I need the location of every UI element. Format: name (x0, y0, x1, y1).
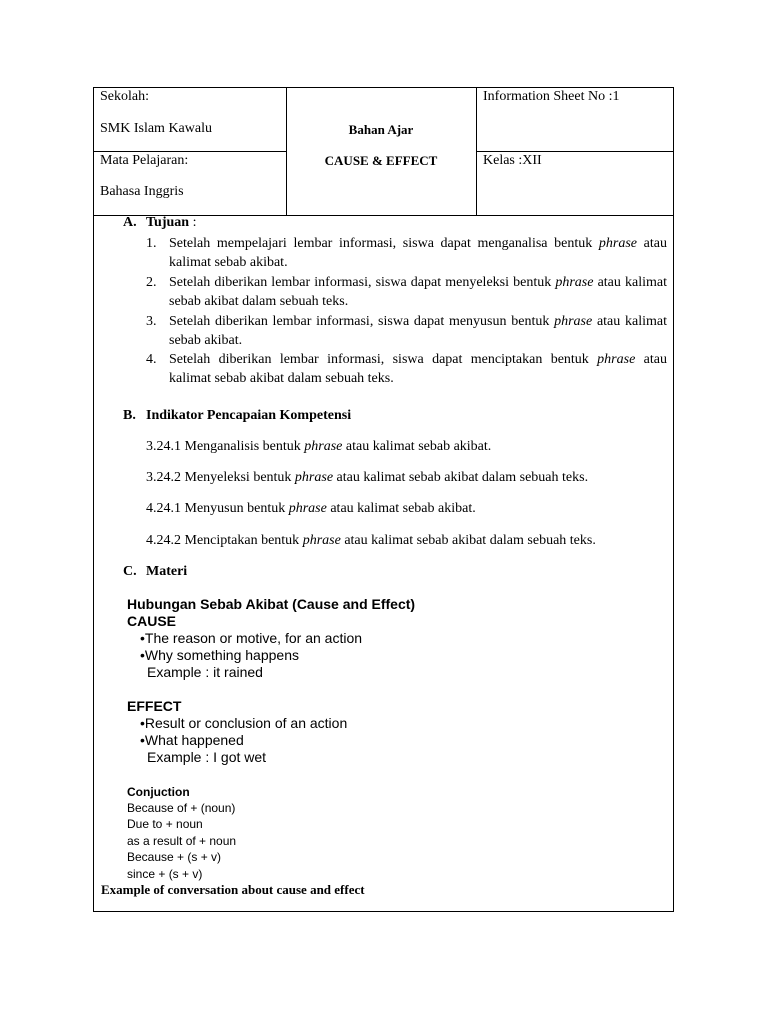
cause-point-1: •The reason or motive, for an action (140, 630, 363, 646)
tujuan-text-em: phrase (598, 236, 638, 251)
indikator-pre: 4.24.1 Menyusun bentuk (146, 501, 289, 516)
cause-example: Example : it rained (147, 664, 263, 680)
indikator-3 (146, 501, 476, 517)
tujuan-text-pre: Setelah diberikan lembar informasi, siswa dapat menciptakan bentuk (169, 352, 598, 367)
section-a-heading (94, 215, 674, 233)
indikator-pre: 4.24.2 Menciptakan bentuk (146, 533, 303, 548)
indikator-pre: 3.24.2 Menyeleksi bentuk (146, 470, 295, 485)
section-a-letter: A. (123, 215, 137, 230)
mapel-label: Mata Pelajaran: (100, 153, 189, 168)
effect-label: EFFECT (127, 698, 182, 714)
conjunction-item-1: Because of + (noun) (127, 801, 236, 815)
tujuan-text-pre: Setelah diberikan lembar informasi, siswa dapat menyusun bentuk (169, 314, 555, 329)
indikator-pre: 3.24.1 Menganalisis bentuk (146, 439, 305, 454)
center-title: Bahan Ajar (348, 122, 414, 137)
kelas: Kelas :XII (483, 153, 542, 168)
cause-point-2: •Why something happens (140, 647, 299, 663)
tujuan-text-em: phrase (554, 314, 593, 329)
materi-heading: Hubungan Sebab Akibat (Cause and Effect) (127, 596, 416, 612)
tujuan-text-post: atau kalimat sebab akibat. (169, 236, 667, 270)
indikator-em: phrase (288, 501, 327, 516)
cause-label: CAUSE (127, 613, 177, 629)
section-b-heading (94, 408, 674, 426)
tujuan-item-1 (146, 234, 668, 272)
section-c-title: Materi (146, 564, 188, 579)
sekolah-label: Sekolah: (100, 89, 149, 104)
section-c-heading (94, 564, 674, 582)
indikator-em: phrase (294, 470, 334, 485)
indikator-4 (146, 533, 596, 549)
header-row-divider-right (476, 151, 674, 152)
conjunction-item-2: Due to + noun (127, 817, 203, 831)
section-b-letter: B. (123, 408, 136, 423)
mapel-value: Bahasa Inggris (100, 184, 184, 199)
tujuan-item-number: 4. (146, 352, 157, 367)
indikator-post: atau kalimat sebab akibat. (342, 439, 492, 454)
tujuan-text-pre: Setelah diberikan lembar informasi, siswa dapat menyeleksi bentuk (169, 275, 556, 290)
tujuan-item-number: 1. (146, 236, 157, 251)
tujuan-text-em: phrase (555, 275, 594, 290)
section-a-title-text: Tujuan (146, 215, 190, 230)
information-sheet (93, 87, 674, 912)
tujuan-item-4 (146, 350, 668, 388)
conjunction-item-3: as a result of + noun (127, 834, 237, 848)
tujuan-text-pre: Setelah mempelajari lembar informasi, siswa dapat menganalisa bentuk (169, 236, 599, 251)
tujuan-text-em: phrase (597, 352, 636, 367)
indikator-2 (146, 470, 588, 486)
conjunction-label: Conjuction (127, 785, 190, 799)
tujuan-item-3 (146, 312, 668, 350)
section-b-title: Indikator Pencapaian Kompetensi (146, 408, 352, 423)
tujuan-text-post: atau kalimat sebab akibat. (169, 314, 667, 348)
effect-point-1: •Result or conclusion of an action (140, 715, 348, 731)
tujuan-item-text (169, 273, 667, 311)
info-sheet-number: Information Sheet No :1 (483, 89, 620, 104)
indikator-em: phrase (304, 439, 343, 454)
conjunction-item-5: since + (s + v) (127, 867, 203, 881)
tujuan-item-number: 2. (146, 275, 157, 290)
indikator-post: atau kalimat sebab akibat dalam sebuah teks. (340, 533, 596, 548)
closing-line: Example of conversation about cause and effect (101, 882, 365, 897)
sekolah-value: SMK Islam Kawalu (100, 121, 212, 136)
header-row-divider-left (94, 151, 286, 152)
center-subtitle: CAUSE & EFFECT (324, 153, 438, 168)
indikator-1 (146, 439, 491, 455)
tujuan-item-2 (146, 273, 668, 311)
section-a-title (146, 215, 196, 231)
indikator-post: atau kalimat sebab akibat dalam sebuah teks. (333, 470, 589, 485)
tujuan-text-post: atau kalimat sebab akibat dalam sebuah teks. (169, 352, 667, 386)
section-a-title-suffix: : (189, 215, 197, 230)
effect-example: Example : I got wet (147, 749, 267, 765)
section-c-letter: C. (123, 564, 137, 579)
tujuan-item-number: 3. (146, 314, 157, 329)
effect-point-2: •What happened (140, 732, 244, 748)
tujuan-item-text (169, 350, 667, 388)
tujuan-item-text (169, 234, 667, 272)
conjunction-item-4: Because + (s + v) (127, 850, 222, 864)
indikator-em: phrase (302, 533, 341, 548)
tujuan-item-text (169, 312, 667, 350)
header-divider-left (286, 88, 287, 215)
indikator-post: atau kalimat sebab akibat. (326, 501, 476, 516)
tujuan-text-post: atau kalimat sebab akibat dalam sebuah teks. (169, 275, 667, 309)
